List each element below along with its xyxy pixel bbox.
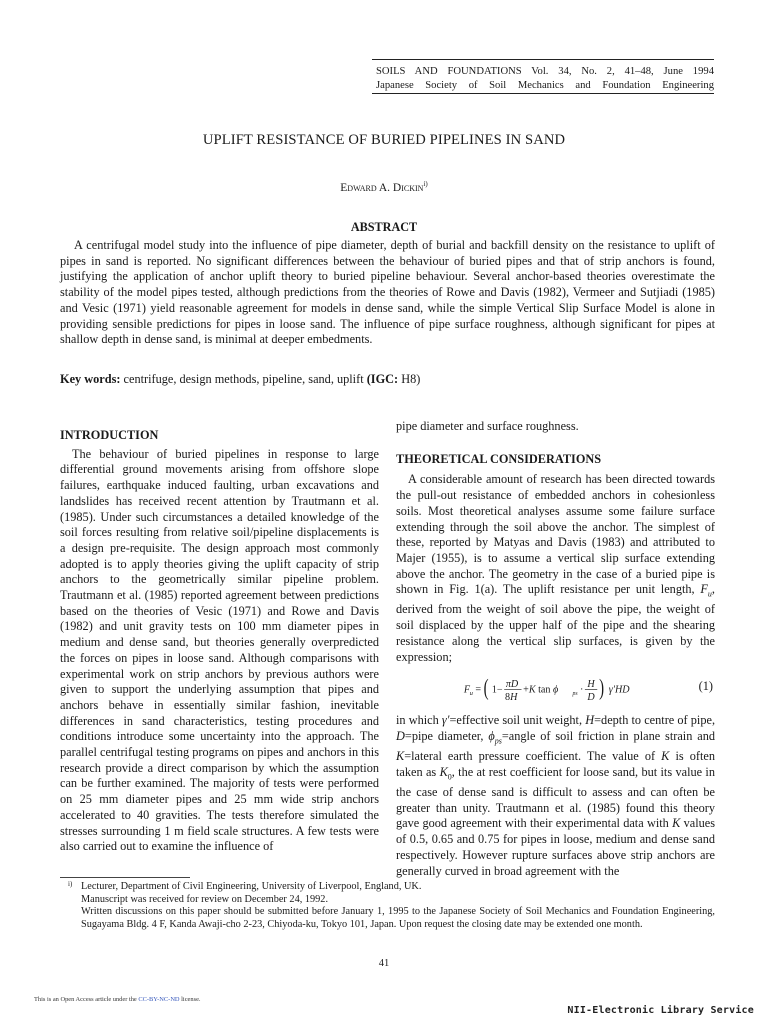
footnote-rule xyxy=(60,877,190,878)
svg-text:πD: πD xyxy=(505,679,519,691)
svg-text:+K tan ϕ: +K tan ϕ xyxy=(523,684,559,696)
journal-citation: SOILS AND FOUNDATIONS Vol. 34, No. 2, 41–48, June 1994 xyxy=(376,66,714,77)
abstract-heading: ABSTRACT xyxy=(350,220,418,234)
equation-formula xyxy=(444,677,669,705)
svg-text:=: = xyxy=(475,684,482,696)
introduction-heading: INTRODUCTION xyxy=(60,428,159,442)
author-footnote-mark: i) xyxy=(423,180,428,188)
license-notice: This is an Open Access article under the CC-BY-NC-ND license. xyxy=(34,996,201,1003)
svg-text:·: · xyxy=(579,684,584,696)
equation-number: (1) xyxy=(698,679,713,694)
page-number: 41 xyxy=(378,958,390,969)
keywords-label: Key words: xyxy=(60,372,121,386)
left-column xyxy=(60,428,379,855)
svg-text:8H: 8H xyxy=(505,692,518,704)
footnote-mark: i) xyxy=(68,880,73,888)
svg-text:H: H xyxy=(587,679,595,691)
author-name: Edward A. Dickin xyxy=(340,182,424,194)
license-link[interactable]: CC-BY-NC-ND xyxy=(138,996,180,1003)
journal-publisher: Japanese Society of Soil Mechanics and Foundation Engineering xyxy=(376,79,714,91)
paper-title: UPLIFT RESISTANCE OF BURIED PIPELINES IN SAND xyxy=(202,132,566,148)
continuation-text: pipe diameter and surface roughness. xyxy=(396,419,579,433)
igc-code: H8) xyxy=(401,372,421,386)
nii-watermark: NII-Electronic Library Service xyxy=(567,1005,754,1016)
footnote-discussion: Written discussions on this paper should be submitted before January 1, 1995 to the Japanese Society of Soil Mechanics and Foundation Engineering, Sugayama Bldg. 4 F, Kanda Awaji-cho 2-23, Chiyoda-ku, Tokyo 101, Japan. Upon request the closing date may be extended one month. xyxy=(81,906,715,930)
theory-heading: THEORETICAL CONSIDERATIONS xyxy=(396,451,602,466)
footnotes xyxy=(60,881,715,931)
abstract-text: A centrifugal model study into the influence of pipe diameter, depth of burial and backfill density on the resistance to uplift of pipes in sand is reported. No significant differences between the behaviour of buried pipes and that of strip anchors is found, justifying the application of anchor uplift theory to buried pipeline behaviour. Several anchor-based theories overestimate the stability of the model pipes tested, although predictions from the theories of Rowe and Davis (1982), Vermeer and Sutjiadi (1985) and Vesic (1971) yield reasonable agreement for models in dense sand, while the simple Vertical Slip Surface Model is alone in providing sensible predictions for pipes in loose sand. The influence of pipe surface roughness, although significant for pipes at shallow depth in dense sand, is minimal at deeper embedments. xyxy=(60,238,715,347)
igc-label: (IGC: xyxy=(366,372,399,386)
svg-text:ps: ps xyxy=(572,691,578,698)
right-column xyxy=(396,419,715,879)
theory-paragraph-2: in which γ′=effective soil unit weight, H=depth to centre of pipe, D=pipe diameter, $\phi_{ps}=angle$ of soil friction in plane strain and K=lateral earth pressure coefficient. The value of K is often taken as $K_0$, the at rest coefficient for loose sand, but its value in the case of dense sand is difficult to assess and can often be greater than unity. Trautmann et al. (1985) found this theory gave good agreement with their experimental data with K values of 0.5, 0.65 and 0.75 for pipes in loose, medium and dense sand respectively. However rupture surfaces above strip anchors are generally curved in broad agreement with the xyxy=(396,713,716,878)
keywords xyxy=(60,372,715,387)
theory-paragraph-1: A considerable amount of research has been directed towards the pull-out resistance of embedded anchors in cohesionless soils. Most theoretical analyses assume some failure surface extending through the soil above the anchor. The simplest of these, reported by Matyas and Davis (1983) and attributed to Majer (1955), is to assume a vertical slip surface extending above the anchor. The geometry in the case of a buried pipe is shown in Fig. 1(a). The uplift resistance per unit length, $F_u$, derived from the weight of soil above the pipe, the weight of soil displaced by the upper half of the pipe and the shearing resistance along the vertical slip surfaces, is given by the expression; xyxy=(396,472,715,664)
svg-text:1−: 1− xyxy=(491,684,503,696)
introduction-text: The behaviour of buried pipelines in response to large differential ground movements arising from offshore slope failures, earthquake induced faulting, urban excavations and landslides has received recent attention by Trautmann et al. (1985). Under such circumstances a detailed knowledge of the soil forces resulting from relative soil/pipeline displacements is a design pre-requisite. The design approach most commonly adopted is to apply theories giving the uplift capacity of strip anchors to the geometrically similar pipeline problem. Trautmann et al. (1985) reported agreement between predictions based on the theories of Vesic (1971) and Rowe and Davis (1982) and unit gravity tests on 100 mm diameter pipes in medium and dense sand, but theories generally overpredicted the forces on pipes in loose sand. Although comparisons with experimental work on strip anchors by previous authors were given to support the underlying assumption that pipes and anchors behave in essentially similar fashion, inevitable differences in sand characteristics, testing procedures and conditions introduce some uncertainty into the approach. The parallel centrifugal testing programs on pipes and anchors in this research provide a direct comparison by which the assumption can be further examined. The majority of tests were performed on 25 mm diameter pipes and 25 mm wide strip anchors accelerated to 40 gravities. The tests therefore simulated the stresses surrounding 1 m field scale structures. A few tests were also carried out to examine the influence of xyxy=(60,446,379,854)
svg-text:D: D xyxy=(587,692,595,704)
svg-text:γ′HD: γ′HD xyxy=(608,684,630,696)
footnote-manuscript: Manuscript was received for review on December 24, 1992. xyxy=(81,893,329,905)
svg-text:F: F xyxy=(463,684,471,696)
equation-1 xyxy=(396,667,715,711)
keywords-list: centrifuge, design methods, pipeline, sand, uplift xyxy=(123,372,364,386)
svg-text:(: ( xyxy=(483,677,489,702)
svg-text:): ) xyxy=(599,677,605,702)
footnote-affiliation: i) Lecturer, Department of Civil Engineering, University of Liverpool, England, UK. xyxy=(68,880,422,892)
author-line xyxy=(0,180,768,194)
journal-header xyxy=(372,59,714,94)
svg-text:u: u xyxy=(469,690,473,698)
